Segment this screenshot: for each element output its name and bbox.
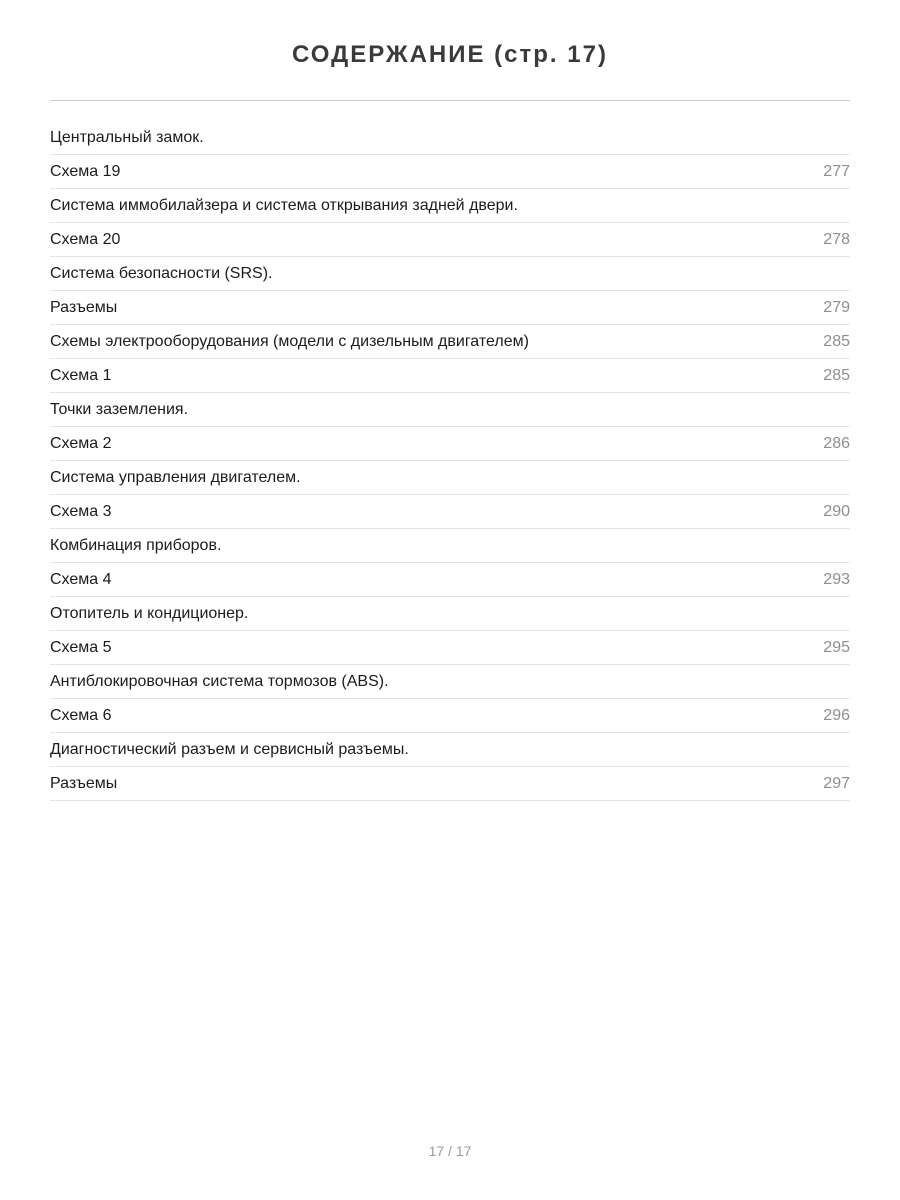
toc-entry-label: Комбинация приборов.	[50, 536, 222, 554]
toc-entry-label: Схемы электрооборудования (модели с дизельным двигателем)	[50, 332, 529, 350]
toc-entry-label: Схема 2	[50, 434, 112, 452]
toc-entry-page: 296	[823, 706, 850, 724]
toc-entry[interactable]	[50, 223, 850, 257]
toc-entry[interactable]	[50, 529, 850, 563]
toc-entry-page: 279	[823, 298, 850, 316]
toc-entry[interactable]	[50, 461, 850, 495]
toc-entry-label: Антиблокировочная система тормозов (ABS).	[50, 672, 389, 690]
toc-entry-label: Схема 4	[50, 570, 112, 588]
toc-entry[interactable]	[50, 699, 850, 733]
toc-entry-label: Точки заземления.	[50, 400, 189, 418]
toc-entry[interactable]	[50, 121, 850, 155]
toc-entry-label: Разъемы	[50, 774, 118, 792]
page-indicator: 17 / 17	[428, 1143, 472, 1159]
toc-entry-label: Отопитель и кондиционер.	[50, 604, 249, 622]
toc-entry-page: 297	[823, 774, 850, 792]
toc-entry[interactable]	[50, 733, 850, 767]
toc-entry-label: Центральный замок.	[50, 128, 204, 146]
toc-entry-label: Схема 1	[50, 366, 112, 384]
toc-entry[interactable]	[50, 359, 850, 393]
toc-entry[interactable]	[50, 427, 850, 461]
toc-entry[interactable]	[50, 257, 850, 291]
toc-entry[interactable]	[50, 393, 850, 427]
toc-entry-page: 293	[823, 570, 850, 588]
toc-entry[interactable]	[50, 325, 850, 359]
toc-entry-page: 290	[823, 502, 850, 520]
toc-entry-label: Схема 3	[50, 502, 112, 520]
toc-entry[interactable]	[50, 495, 850, 529]
toc-entry[interactable]	[50, 291, 850, 325]
toc-entry[interactable]	[50, 155, 850, 189]
toc-entry-page: 295	[823, 638, 850, 656]
toc-entry-label: Диагностический разъем и сервисный разъемы.	[50, 740, 409, 758]
toc-entry-label: Схема 6	[50, 706, 112, 724]
toc-entry-page: 278	[823, 230, 850, 248]
toc-entry[interactable]	[50, 189, 850, 223]
toc-entry-label: Схема 20	[50, 230, 121, 248]
toc-entry[interactable]	[50, 563, 850, 597]
toc-entry-page: 285	[823, 366, 850, 384]
page-title: СОДЕРЖАНИЕ (стр. 17)	[292, 41, 608, 68]
toc-list	[50, 121, 850, 801]
toc-entry-page: 277	[823, 162, 850, 180]
toc-entry-label: Схема 5	[50, 638, 112, 656]
toc-entry-page: 285	[823, 332, 850, 350]
toc-entry[interactable]	[50, 767, 850, 801]
toc-entry-label: Разъемы	[50, 298, 118, 316]
toc-entry[interactable]	[50, 597, 850, 631]
toc-entry-label: Схема 19	[50, 162, 121, 180]
toc-entry-page: 286	[823, 434, 850, 452]
toc-entry-label: Система управления двигателем.	[50, 468, 301, 486]
toc-entry-label: Система безопасности (SRS).	[50, 264, 273, 282]
toc-entry[interactable]	[50, 665, 850, 699]
header-divider	[50, 100, 850, 101]
toc-entry[interactable]	[50, 631, 850, 665]
toc-entry-label: Система иммобилайзера и система открывания задней двери.	[50, 196, 518, 214]
